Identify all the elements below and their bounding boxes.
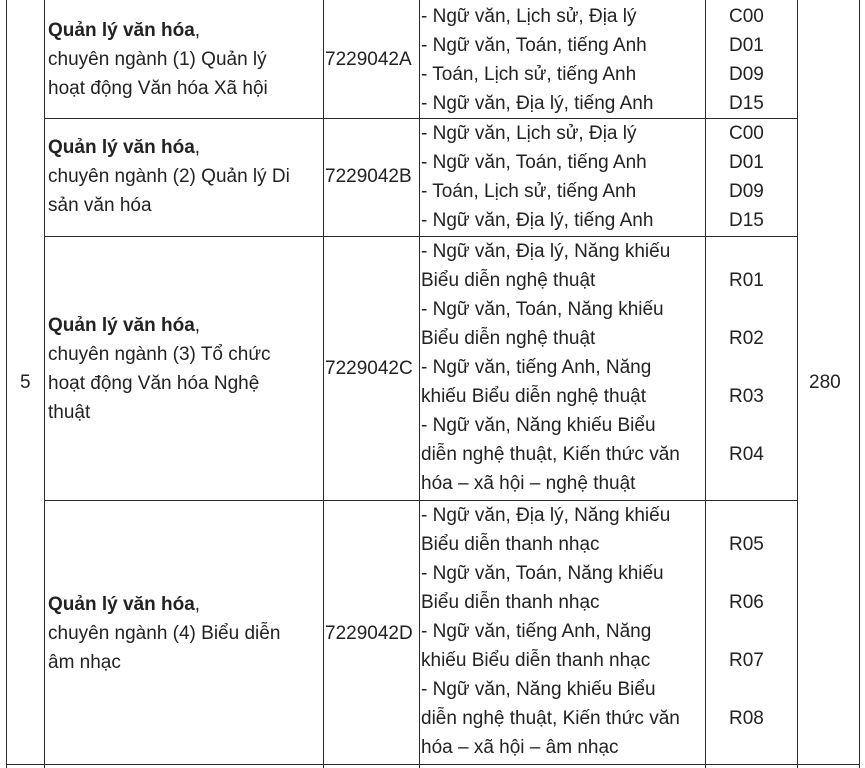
major-name: Quản lý văn hóa, [48,20,201,41]
subject-line: - Ngữ văn, Năng khiếu Biểu [421,679,656,700]
column-border [705,0,706,768]
subject-line: - Ngữ văn, Toán, tiếng Anh [421,35,647,56]
subject-line: - Ngữ văn, Địa lý, Năng khiếu [421,241,671,262]
combo-code: R05 [729,534,764,555]
combo-code: R03 [729,386,764,407]
major-name: Quản lý văn hóa, [48,137,201,158]
row-number: 5 [20,372,31,393]
major-name: Quản lý văn hóa, [48,594,201,615]
major-code: 7229042A [325,49,412,70]
subject-line: Biểu diễn nghệ thuật [421,270,596,291]
combo-code: R01 [729,270,764,291]
column-border [44,0,45,768]
column-border [323,0,324,768]
subject-line: khiếu Biểu diễn nghệ thuật [421,386,647,407]
subject-line: - Ngữ văn, Địa lý, Năng khiếu [421,505,671,526]
subject-line: - Ngữ văn, Toán, Năng khiếu [421,563,664,584]
subject-line: khiếu Biểu diễn thanh nhạc [421,650,651,671]
major-name-line: hoạt động Văn hóa Nghệ [48,373,260,394]
row-border [6,764,860,765]
subject-line: - Ngữ văn, Lịch sử, Địa lý [421,123,637,144]
column-border [859,0,860,768]
major-name-line: thuật [48,402,91,423]
major-name-line: sản văn hóa [48,195,152,216]
major-code: 7229042B [325,166,412,187]
subject-line: - Toán, Lịch sử, tiếng Anh [421,181,637,202]
major-name-line: chuyên ngành (2) Quản lý Di [48,166,290,187]
quota-value: 280 [809,372,841,393]
combo-code: C00 [729,6,764,27]
combo-code: C00 [729,123,764,144]
major-name-line: chuyên ngành (3) Tổ chức [48,344,271,365]
combo-code: R02 [729,328,764,349]
subject-line: - Ngữ văn, Năng khiếu Biểu [421,415,656,436]
major-name-line: âm nhạc [48,652,121,673]
major-code: 7229042C [325,358,413,379]
subject-line: - Ngữ văn, Địa lý, tiếng Anh [421,93,654,114]
subject-line: diễn nghệ thuật, Kiến thức văn [421,444,680,465]
combo-code: D09 [729,64,764,85]
combo-code: D15 [729,210,764,231]
combo-code: R04 [729,444,764,465]
subject-line: - Ngữ văn, Địa lý, tiếng Anh [421,210,654,231]
subject-line: Biểu diễn thanh nhạc [421,592,600,613]
column-border [6,0,7,768]
combo-code: D09 [729,181,764,202]
subject-line: - Ngữ văn, Lịch sử, Địa lý [421,6,637,27]
combo-code: D01 [729,152,764,173]
combo-code: R08 [729,708,764,729]
subject-line: Biểu diễn thanh nhạc [421,534,600,555]
major-name-line: chuyên ngành (1) Quản lý [48,49,267,70]
column-border [797,0,798,768]
subject-line: - Toán, Lịch sử, tiếng Anh [421,64,637,85]
subject-line: - Ngữ văn, tiếng Anh, Năng [421,621,652,642]
subject-line: - Ngữ văn, tiếng Anh, Năng [421,357,652,378]
subject-line: - Ngữ văn, Toán, tiếng Anh [421,152,647,173]
combo-code: D15 [729,93,764,114]
subject-line: hóa – xã hội – âm nhạc [421,737,619,758]
subject-line: Biểu diễn nghệ thuật [421,328,596,349]
major-code: 7229042D [325,623,413,644]
subject-line: hóa – xã hội – nghệ thuật [421,473,636,494]
column-border [419,0,420,768]
combo-code: R07 [729,650,764,671]
subject-line: - Ngữ văn, Toán, Năng khiếu [421,299,664,320]
combo-code: R06 [729,592,764,613]
subject-line: diễn nghệ thuật, Kiến thức văn [421,708,680,729]
major-name: Quản lý văn hóa, [48,315,201,336]
combo-code: D01 [729,35,764,56]
major-name-line: hoạt động Văn hóa Xã hội [48,78,268,99]
major-name-line: chuyên ngành (4) Biểu diễn [48,623,281,644]
